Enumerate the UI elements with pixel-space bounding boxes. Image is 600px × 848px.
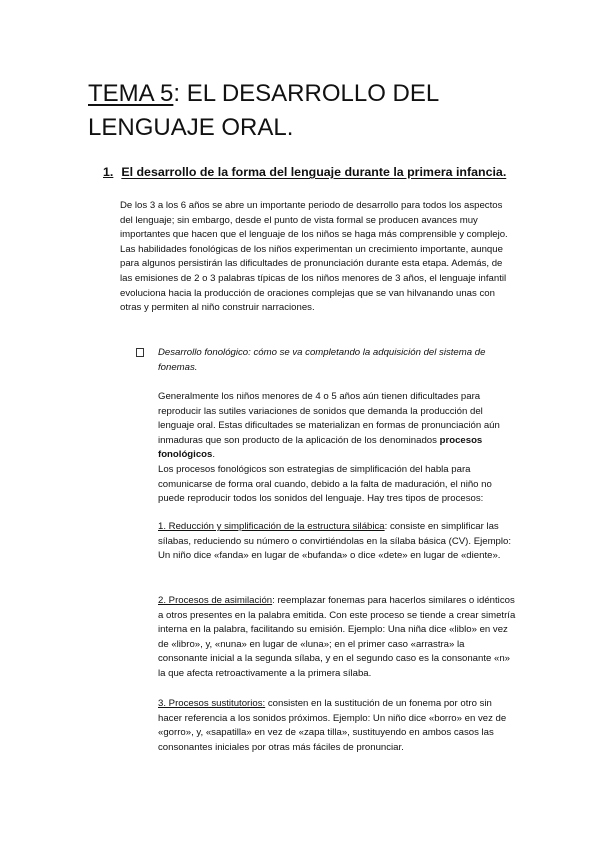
general-text: Generalmente los niños menores de 4 o 5 años aún tienen dificultades para reproducir las sutiles variaciones de sonidos que demanda la producción del lenguaje oral. Estas dificultades se materializan en formas de pronunciación aún inmaduras que son producto de la aplicación de los denominados [158,391,500,446]
process-2-paragraph [158,594,516,682]
bullet-text: Desarrollo fonológico: cómo se va completando la adquisición del sistema de fonemas. [158,347,486,373]
title-text: : EL DESARROLLO DEL LENGUAJE ORAL. [88,80,439,141]
square-bullet-icon [136,348,144,357]
process-2-label: 2. Procesos de asimilación [158,595,273,606]
process-1-label: 1. Reducción y simplificación de la estructura silábica [158,521,385,532]
section-heading-text: El desarrollo de la forma del lenguaje durante la primera infancia. [121,165,507,179]
process-3-text: consisten en la sustitución de un fonema por otro sin hacer referencia a los sonidos próximos. Ejemplo: Un niño dice «borro» en vez de «gorro», y, «sapatilla» en vez de «zapa tilla», sustituyendo en ambos casos las consonantes iniciales por otras más fáciles de pronunciar. [158,698,507,753]
process-1-text: : consiste en simplificar las sílabas, reduciendo su número o convirtiéndolas en la sílaba básica (CV). Ejemplo: Un niño dice «fanda» en lugar de «bufanda» o dice «dete» en lugar de «diente». [158,521,512,562]
general-paragraph [158,390,513,463]
section-number: 1. [103,165,114,179]
processes-intro-paragraph: Los procesos fonológicos son estrategias de simplificación del habla para comunicarse de forma oral cuando, debido a la falta de maduración, el niño no puede reproducir todos los sonidos del lenguaje. Hay tres tipos de procesos: [158,464,492,505]
process-3-paragraph [158,697,516,755]
process-3-label: 3. Procesos sustitutorios: [158,698,266,709]
general-end: . [212,449,216,461]
intro-paragraph: De los 3 a los 6 años se abre un importante periodo de desarrollo para todos los aspectos del lenguaje; sin embargo, desde el punto de vista formal se producen avances muy importantes que hacen que el lenguaje de los niños se haga más comprensible y complejo. Las habilidades fonológicas de los niños experimentan un crecimiento importante, aunque para algunos persistirán las dificultades de pronunciación durante esta etapa. Además, de las emisiones de 2 o 3 palabras típicas de los niños menores de 3 años, el lenguaje infantil evoluciona hacia la producción de oraciones complejas que se van hilvanando unas con otras y permiten al niño construir narraciones. [120,200,508,314]
title-topic-number: TEMA 5 [88,80,174,107]
process-2-text: : reemplazar fonemas para hacerlos similares o idénticos a otros presentes en la palabra emitida. Con este proceso se tiende a crear simetría interna en la palabra, facilitando su emisión. Ejemplo: Una niña dice «liblo» en vez de «libro», y, «nuna» en lugar de «luna»; en el primer caso «arrastra» la consonante inicial a la segunda sílaba, y en el segundo caso es la consonante «n» la que afecta retroactivamente a la primera sílaba. [158,595,516,679]
page-title [88,77,528,145]
process-1-paragraph [158,520,516,564]
section-heading [103,163,563,181]
general-bold-term: procesos fonológicos [158,434,483,461]
